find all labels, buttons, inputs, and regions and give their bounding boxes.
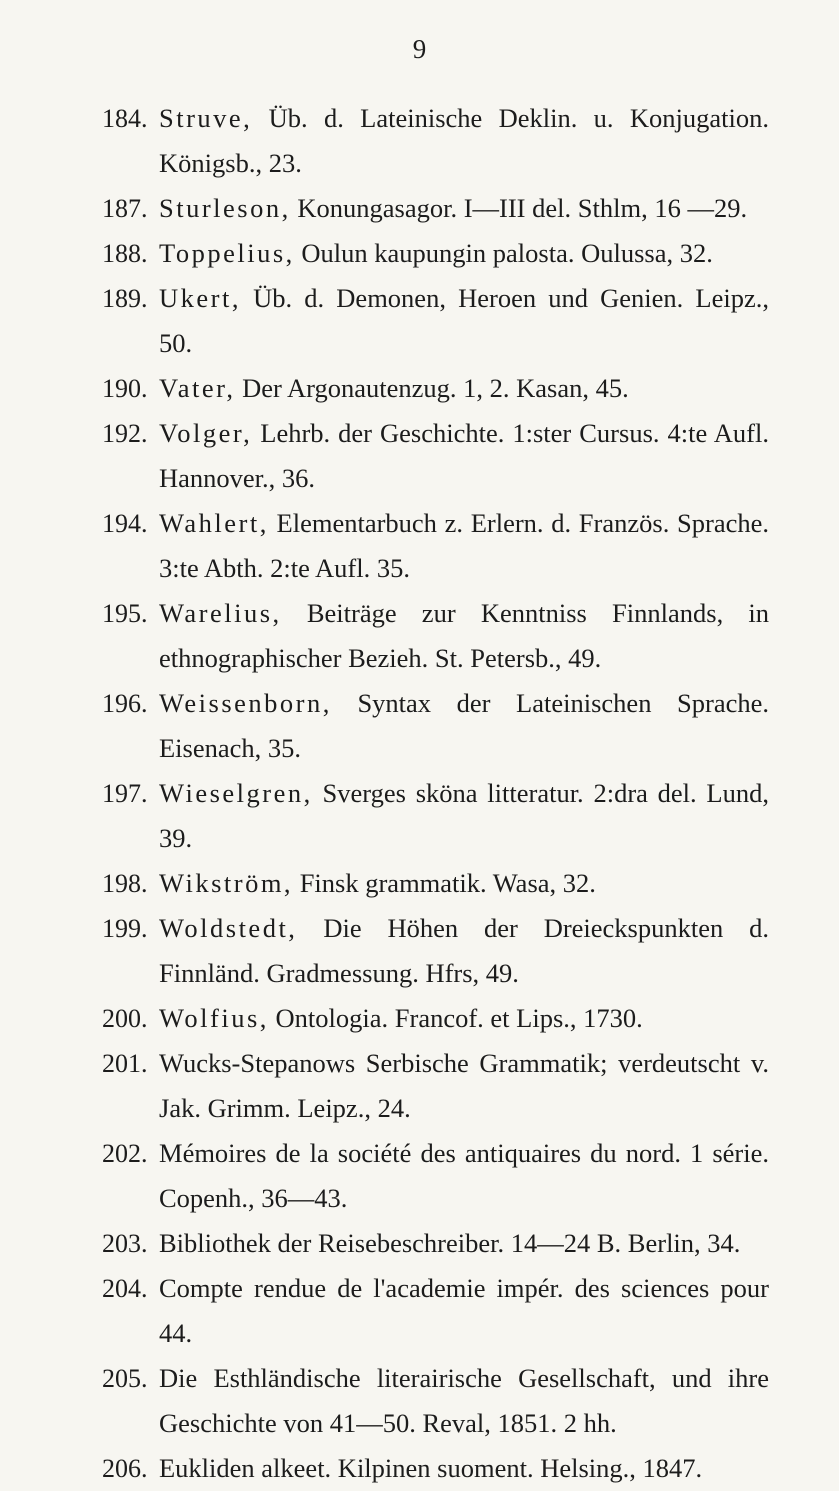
entry-details: Lehrb. der Geschichte. 1:ster Cursus. 4:te Aufl. Hannover., 36.: [159, 418, 769, 493]
list-item: [0, 501, 839, 591]
entry-number: 190.: [102, 374, 148, 403]
entry-details: Bibliothek der Reisebeschreiber. 14—24 B. Berlin, 34.: [159, 1228, 741, 1258]
bibliography-list: [0, 96, 839, 1491]
entry-author: Weissenborn,: [159, 688, 332, 718]
entry-details: Sverges sköna litteratur. 2:dra del. Lund, 39.: [159, 778, 769, 853]
entry-number: 205.: [102, 1364, 148, 1393]
entry-details: Syntax der Lateinischen Sprache. Eisenach, 35.: [159, 688, 769, 763]
entry-number: 188.: [102, 239, 148, 268]
list-item: [0, 96, 839, 186]
entry-author: Volger,: [159, 418, 253, 448]
entry-author: Struve,: [159, 103, 253, 133]
entry-number: 198.: [102, 869, 148, 898]
entry-details: Wucks-Stepanows Serbische Grammatik; verdeutscht v. Jak. Grimm. Leipz., 24.: [159, 1048, 769, 1123]
entry-author: Wieselgren,: [159, 778, 313, 808]
entry-details: Oulun kaupungin palosta. Oulussa, 32.: [294, 238, 713, 268]
list-item: [0, 276, 839, 366]
list-item: [0, 906, 839, 996]
entry-text: [159, 771, 769, 861]
entry-author: Wahlert,: [159, 508, 269, 538]
list-item: [0, 186, 839, 231]
list-item: [0, 771, 839, 861]
entry-author: Woldstedt,: [159, 913, 298, 943]
entry-text: [159, 1041, 769, 1131]
entry-author: Wikström,: [159, 868, 294, 898]
entry-details: Elementarbuch z. Erlern. d. Französ. Sprache. 3:te Abth. 2:te Aufl. 35.: [159, 508, 769, 583]
entry-author: Toppelius,: [159, 238, 295, 268]
entry-author: Wolfius,: [159, 1003, 269, 1033]
entry-text: [159, 1446, 769, 1491]
entry-text: [159, 1221, 769, 1266]
list-item: [0, 366, 839, 411]
entry-number: 192.: [102, 419, 148, 448]
entry-author: Ukert,: [159, 283, 241, 313]
entry-number: 199.: [102, 914, 148, 943]
entry-text: [159, 906, 769, 996]
entry-text: [159, 1356, 769, 1446]
entry-details: Die Esthländische literairische Gesellschaft, und ihre Geschichte von 41—50. Reval, 1851. 2 hh.: [159, 1363, 769, 1438]
entry-details: Üb. d. Demonen, Heroen und Genien. Leipz., 50.: [159, 283, 769, 358]
entry-number: 202.: [102, 1139, 148, 1168]
entry-number: 189.: [102, 284, 148, 313]
entry-text: [159, 861, 769, 906]
entry-number: 203.: [102, 1229, 148, 1258]
entry-text: [159, 591, 769, 681]
entry-number: 195.: [102, 599, 148, 628]
list-item: [0, 861, 839, 906]
page-number: 9: [412, 34, 427, 64]
entry-number: 204.: [102, 1274, 148, 1303]
list-item: [0, 1221, 839, 1266]
list-item: [0, 411, 839, 501]
entry-text: [159, 276, 769, 366]
entry-number: 201.: [102, 1049, 148, 1078]
list-item: [0, 1131, 839, 1221]
entry-text: [159, 366, 769, 411]
entry-details: Compte rendue de l'academie impér. des sciences pour 44.: [159, 1273, 769, 1348]
entry-number: 194.: [102, 509, 148, 538]
entry-details: Finsk grammatik. Wasa, 32.: [293, 868, 596, 898]
entry-number: 187.: [102, 194, 148, 223]
entry-text: [159, 96, 769, 186]
list-item: [0, 591, 839, 681]
entry-details: Beiträge zur Kenntniss Finnlands, in ethnographischer Bezieh. St. Petersb., 49.: [159, 598, 769, 673]
entry-number: 184.: [102, 104, 148, 133]
entry-details: Ontologia. Francof. et Lips., 1730.: [268, 1003, 643, 1033]
entry-author: Sturleson,: [159, 193, 291, 223]
entry-author: Warelius,: [159, 598, 282, 628]
entry-text: [159, 1131, 769, 1221]
entry-details: Die Höhen der Dreieckspunkten d. Finnländ. Gradmessung. Hfrs, 49.: [159, 913, 769, 988]
list-item: [0, 1041, 839, 1131]
list-item: [0, 1356, 839, 1446]
entry-details: Mémoires de la société des antiquaires du nord. 1 série. Copenh., 36—43.: [159, 1138, 769, 1213]
entry-number: 197.: [102, 779, 148, 808]
entry-text: [159, 1266, 769, 1356]
list-item: [0, 1446, 839, 1491]
entry-text: [159, 411, 769, 501]
list-item: [0, 1266, 839, 1356]
entry-number: 200.: [102, 1004, 148, 1033]
entry-author: Vater,: [159, 373, 236, 403]
entry-details: Der Argonautenzug. 1, 2. Kasan, 45.: [235, 373, 629, 403]
entry-number: 206.: [102, 1454, 148, 1483]
entry-text: [159, 186, 769, 231]
entry-details: Eukliden alkeet. Kilpinen suoment. Helsing., 1847.: [159, 1453, 703, 1483]
entry-text: [159, 681, 769, 771]
entry-number: 196.: [102, 689, 148, 718]
entry-text: [159, 231, 769, 276]
entry-text: [159, 501, 769, 591]
entry-details: Üb. d. Lateinische Deklin. u. Konjugation. Königsb., 23.: [159, 103, 769, 178]
entry-details: Konungasagor. I—III del. Sthlm, 16 —29.: [290, 193, 748, 223]
list-item: [0, 231, 839, 276]
list-item: [0, 996, 839, 1041]
entry-text: [159, 996, 769, 1041]
list-item: [0, 681, 839, 771]
